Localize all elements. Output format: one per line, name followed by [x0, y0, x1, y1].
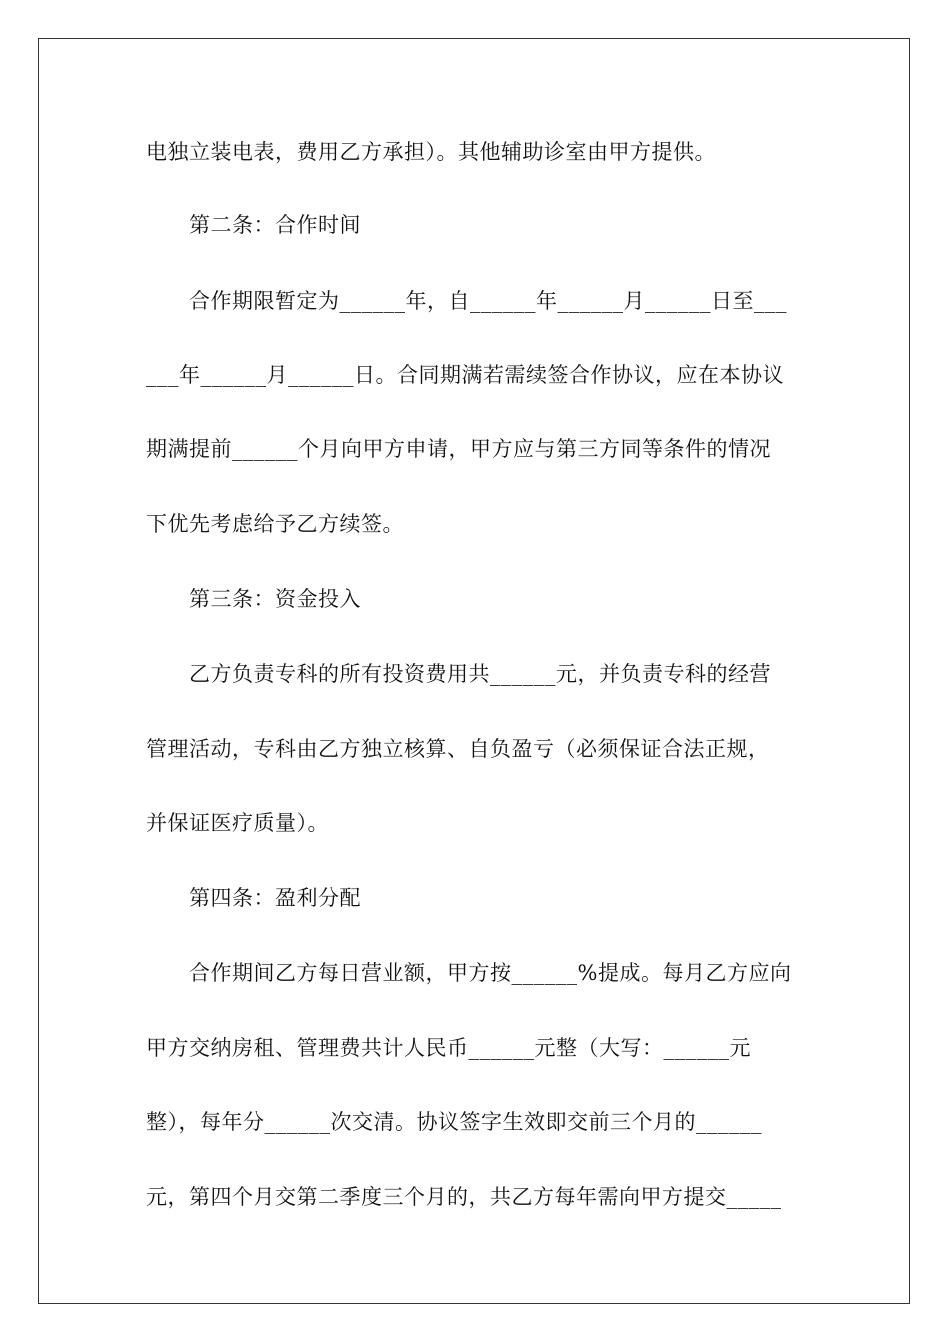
paragraph-line: 整），每年分______次交清。协议签字生效即交前三个月的______	[146, 1110, 762, 1134]
paragraph-line: 并保证医疗质量）。	[146, 811, 329, 835]
paragraph-line: 合作期间乙方每日营业额，甲方按______%提成。每月乙方应向	[189, 961, 792, 985]
section-heading-3: 第三条：资金投入	[189, 587, 361, 611]
paragraph-line: 下优先考虑给予乙方续签。	[146, 512, 404, 536]
paragraph-line: 合作期限暂定为______年，自______年______月______日至___	[189, 289, 787, 313]
section-heading-4: 第四条：盈利分配	[189, 886, 361, 910]
section-heading-2: 第二条：合作时间	[189, 213, 361, 237]
paragraph-line: 期满提前______个月向甲方申请，甲方应与第三方同等条件的情况	[146, 437, 771, 461]
paragraph-line: 管理活动，专科由乙方独立核算、自负盈亏（必须保证合法正规，	[146, 737, 770, 761]
paragraph-line: 乙方负责专科的所有投资费用共______元，并负责专科的经营	[189, 662, 771, 686]
paragraph-line: 元，第四个月交第二季度三个月的，共乙方每年需向甲方提交_____	[146, 1185, 782, 1209]
paragraph-line: ___年______月______日。合同期满若需续签合作协议，应在本协议	[146, 363, 784, 387]
paragraph-line: 甲方交纳房租、管理费共计人民币______元整（大写：______元	[146, 1036, 751, 1060]
paragraph-line: 电独立装电表，费用乙方承担）。其他辅助诊室由甲方提供。	[146, 140, 716, 164]
